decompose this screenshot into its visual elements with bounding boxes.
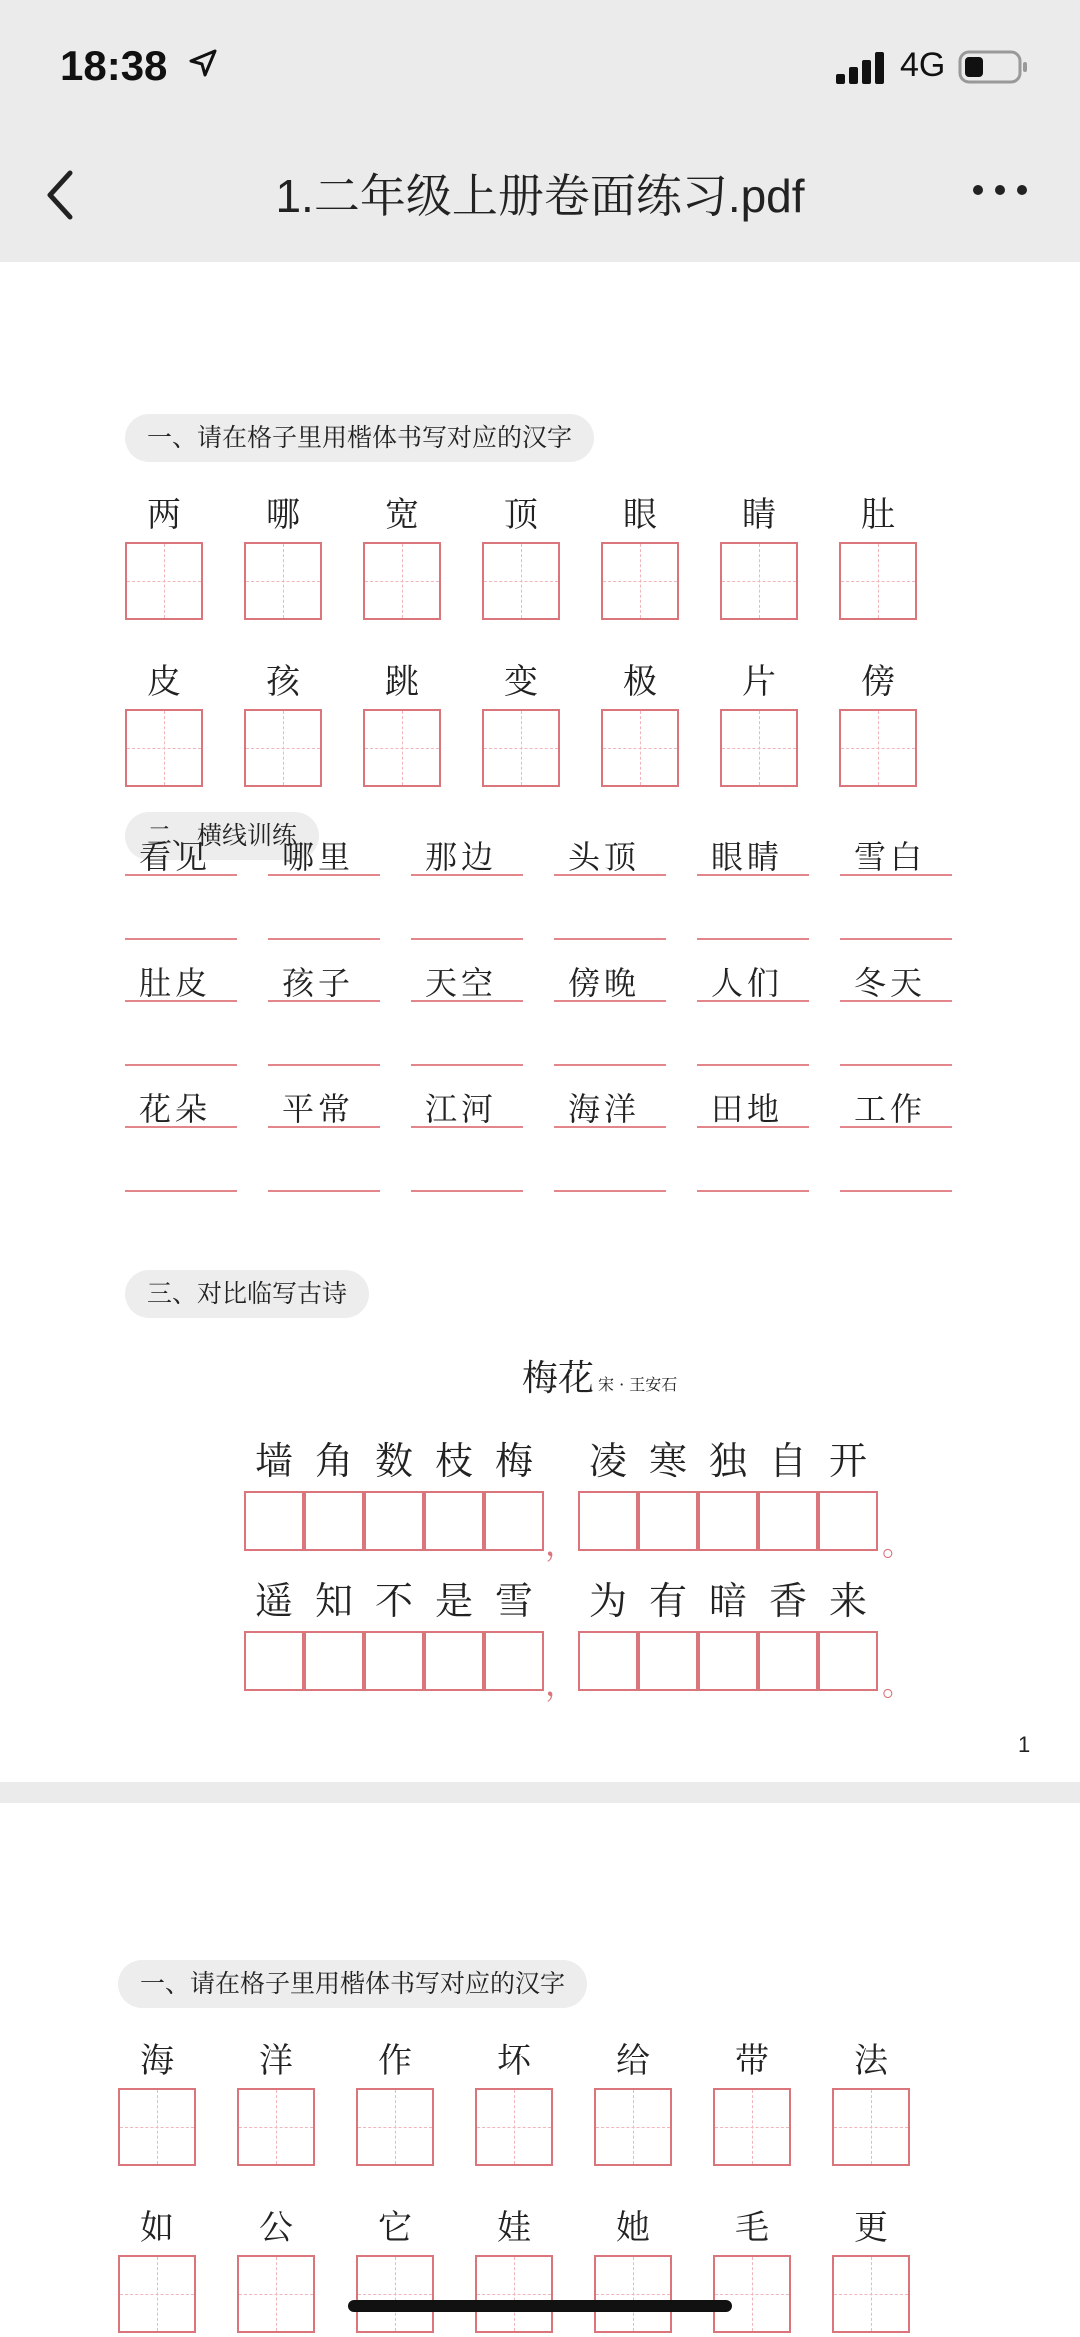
trace-word: 肚皮 [139,964,212,1002]
practice-character: 毛 [735,2208,769,2248]
poem-character: 寒 [648,1439,687,1483]
poem-comma: ， [545,1525,578,1563]
practice-character: 极 [623,662,657,702]
tianzige-box[interactable] [363,542,441,620]
poem-title-text: 梅花 [522,1358,595,1399]
practice-character: 孩 [266,662,300,702]
trace-word: 头顶 [568,838,641,876]
writing-line[interactable] [125,1000,237,1002]
writing-line[interactable] [840,1190,952,1192]
poem-period: 。 [882,1665,915,1703]
tianzige-box[interactable] [237,2255,315,2333]
poem-writing-box[interactable] [698,1631,758,1691]
trace-word: 海洋 [568,1090,641,1128]
poem-writing-box[interactable] [638,1491,698,1551]
writing-line[interactable] [268,1126,380,1128]
poem-character: 雪 [494,1579,533,1623]
trace-word: 平常 [282,1090,355,1128]
tianzige-box[interactable] [482,709,560,787]
trace-word: 田地 [711,1090,784,1128]
trace-word: 孩子 [282,964,355,1002]
nav-bar [0,130,1080,255]
section-title-3: 三、对比临写古诗 [125,1270,369,1318]
section-title-2: 二、横线训练 [125,812,319,860]
poem-character: 角 [314,1439,353,1483]
writing-line[interactable] [411,1190,523,1192]
writing-line[interactable] [411,1000,523,1002]
poem-character: 枝 [434,1439,473,1483]
poem-period: 。 [882,1525,915,1563]
tianzige-box[interactable] [713,2088,791,2166]
writing-line[interactable] [554,1126,666,1128]
trace-word: 看见 [139,838,212,876]
poem-character: 有 [648,1579,687,1623]
writing-line[interactable] [840,938,952,940]
trace-word: 人们 [711,964,784,1002]
writing-line[interactable] [697,1000,809,1002]
practice-character: 睛 [742,495,776,535]
tianzige-box[interactable] [713,2255,791,2333]
poem-character: 知 [314,1579,353,1623]
poem-character: 为 [588,1579,627,1623]
poem-character: 遥 [254,1579,293,1623]
practice-character: 她 [616,2208,650,2248]
tianzige-box[interactable] [839,542,917,620]
poem-writing-box[interactable] [484,1631,544,1691]
location-arrow-icon [188,48,218,78]
writing-line[interactable] [411,1064,523,1066]
practice-character: 片 [742,662,776,702]
writing-line[interactable] [411,1126,523,1128]
poem-writing-box[interactable] [364,1491,424,1551]
more-options-icon[interactable] [970,180,1030,200]
writing-line[interactable] [125,1064,237,1066]
status-bar [0,0,1080,130]
practice-character: 带 [735,2041,769,2081]
poem-writing-box[interactable] [818,1631,878,1691]
writing-line[interactable] [697,938,809,940]
trace-word: 江河 [425,1090,498,1128]
poem-author: 宋 · 王安石 [598,1375,678,1394]
trace-word: 眼睛 [711,838,784,876]
practice-character: 给 [616,2041,650,2081]
document-title: 1.二年级上册卷面练习.pdf [275,170,805,222]
tianzige-box[interactable] [839,709,917,787]
poem-character: 数 [374,1439,413,1483]
poem-writing-box[interactable] [758,1631,818,1691]
tianzige-box[interactable] [356,2255,434,2333]
tianzige-box[interactable] [475,2255,553,2333]
poem-character: 暗 [708,1579,747,1623]
status-time: 18:38 [60,42,168,89]
practice-character: 公 [259,2208,293,2248]
practice-character: 跳 [385,662,419,702]
poem-character: 开 [828,1439,867,1483]
practice-character: 眼 [623,495,657,535]
tianzige-box[interactable] [118,2255,196,2333]
practice-character: 傍 [861,662,895,702]
tianzige-box[interactable] [601,542,679,620]
tianzige-box[interactable] [720,542,798,620]
back-chevron-icon[interactable] [40,165,80,225]
practice-character: 海 [140,2041,174,2081]
writing-line[interactable] [840,874,952,876]
writing-line[interactable] [268,1064,380,1066]
writing-line[interactable] [554,1000,666,1002]
trace-word: 傍晚 [568,964,641,1002]
writing-line[interactable] [125,874,237,876]
poem-character: 墙 [254,1439,293,1483]
writing-line[interactable] [268,874,380,876]
writing-line[interactable] [840,1000,952,1002]
battery-icon [958,50,1030,84]
trace-word: 花朵 [139,1090,212,1128]
practice-character: 作 [378,2041,412,2081]
page-number: 1 [1018,1732,1031,1757]
writing-line[interactable] [697,1190,809,1192]
tianzige-box[interactable] [832,2255,910,2333]
pdf-page-1[interactable] [0,262,1080,1782]
writing-line[interactable] [840,1064,952,1066]
writing-line[interactable] [697,874,809,876]
tianzige-box[interactable] [118,2088,196,2166]
tianzige-box[interactable] [594,2088,672,2166]
poem-title [522,1350,677,1401]
poem-character: 凌 [588,1439,627,1483]
practice-character: 宽 [385,495,419,535]
writing-line[interactable] [411,938,523,940]
tianzige-box[interactable] [237,2088,315,2166]
poem-writing-box[interactable] [424,1631,484,1691]
tianzige-box[interactable] [356,2088,434,2166]
writing-line[interactable] [268,1190,380,1192]
practice-character: 坏 [497,2041,531,2081]
poem-writing-box[interactable] [244,1631,304,1691]
poem-writing-box[interactable] [244,1491,304,1551]
writing-line[interactable] [554,874,666,876]
trace-word: 工作 [854,1090,927,1128]
poem-writing-box[interactable] [304,1631,364,1691]
writing-line[interactable] [554,938,666,940]
trace-word: 天空 [425,964,498,1002]
writing-line[interactable] [268,938,380,940]
poem-character: 梅 [494,1439,533,1483]
poem-comma: ， [545,1665,578,1703]
pdf-page-2[interactable] [0,1803,1080,2337]
writing-line[interactable] [697,1126,809,1128]
writing-line[interactable] [840,1126,952,1128]
poem-writing-box[interactable] [304,1491,364,1551]
practice-character: 更 [854,2208,888,2248]
poem-character: 香 [768,1579,807,1623]
tianzige-box[interactable] [363,709,441,787]
network-type: 4G [900,46,946,84]
writing-line[interactable] [125,938,237,940]
tianzige-box[interactable] [125,542,203,620]
poem-writing-box[interactable] [818,1491,878,1551]
section-title-1: 一、请在格子里用楷体书写对应的汉字 [125,414,594,462]
writing-line[interactable] [125,1190,237,1192]
cellular-signal-icon [836,52,888,84]
poem-character: 不 [374,1579,413,1623]
writing-line[interactable] [268,1000,380,1002]
poem-character: 自 [768,1439,807,1483]
tianzige-box[interactable] [125,709,203,787]
practice-character: 两 [147,495,181,535]
practice-character: 变 [504,662,538,702]
poem-character: 来 [828,1579,867,1623]
tianzige-box[interactable] [601,709,679,787]
practice-character: 顶 [504,495,538,535]
practice-character: 皮 [147,662,181,702]
poem-writing-box[interactable] [424,1491,484,1551]
tianzige-box[interactable] [594,2255,672,2333]
poem-character: 是 [434,1579,473,1623]
poem-writing-box[interactable] [758,1491,818,1551]
writing-line[interactable] [411,874,523,876]
poem-writing-box[interactable] [698,1491,758,1551]
practice-character: 娃 [497,2208,531,2248]
practice-character: 如 [140,2208,174,2248]
writing-line[interactable] [554,1064,666,1066]
writing-line[interactable] [125,1126,237,1128]
poem-writing-box[interactable] [638,1631,698,1691]
trace-word: 雪白 [854,838,927,876]
trace-word: 冬天 [854,964,927,1002]
writing-line[interactable] [697,1064,809,1066]
practice-character: 法 [854,2041,888,2081]
section-title-1: 一、请在格子里用楷体书写对应的汉字 [118,1960,587,2008]
tianzige-box[interactable] [475,2088,553,2166]
tianzige-box[interactable] [244,709,322,787]
trace-word: 哪里 [282,838,355,876]
poem-writing-box[interactable] [578,1631,638,1691]
poem-character: 独 [708,1439,747,1483]
tianzige-box[interactable] [720,709,798,787]
practice-character: 肚 [861,495,895,535]
poem-writing-box[interactable] [364,1631,424,1691]
tianzige-box[interactable] [832,2088,910,2166]
writing-line[interactable] [554,1190,666,1192]
practice-character: 洋 [259,2041,293,2081]
home-indicator [348,2300,732,2312]
practice-character: 它 [378,2208,412,2248]
tianzige-box[interactable] [482,542,560,620]
poem-writing-box[interactable] [578,1491,638,1551]
practice-character: 哪 [266,495,300,535]
poem-writing-box[interactable] [484,1491,544,1551]
trace-word: 那边 [425,838,498,876]
tianzige-box[interactable] [244,542,322,620]
